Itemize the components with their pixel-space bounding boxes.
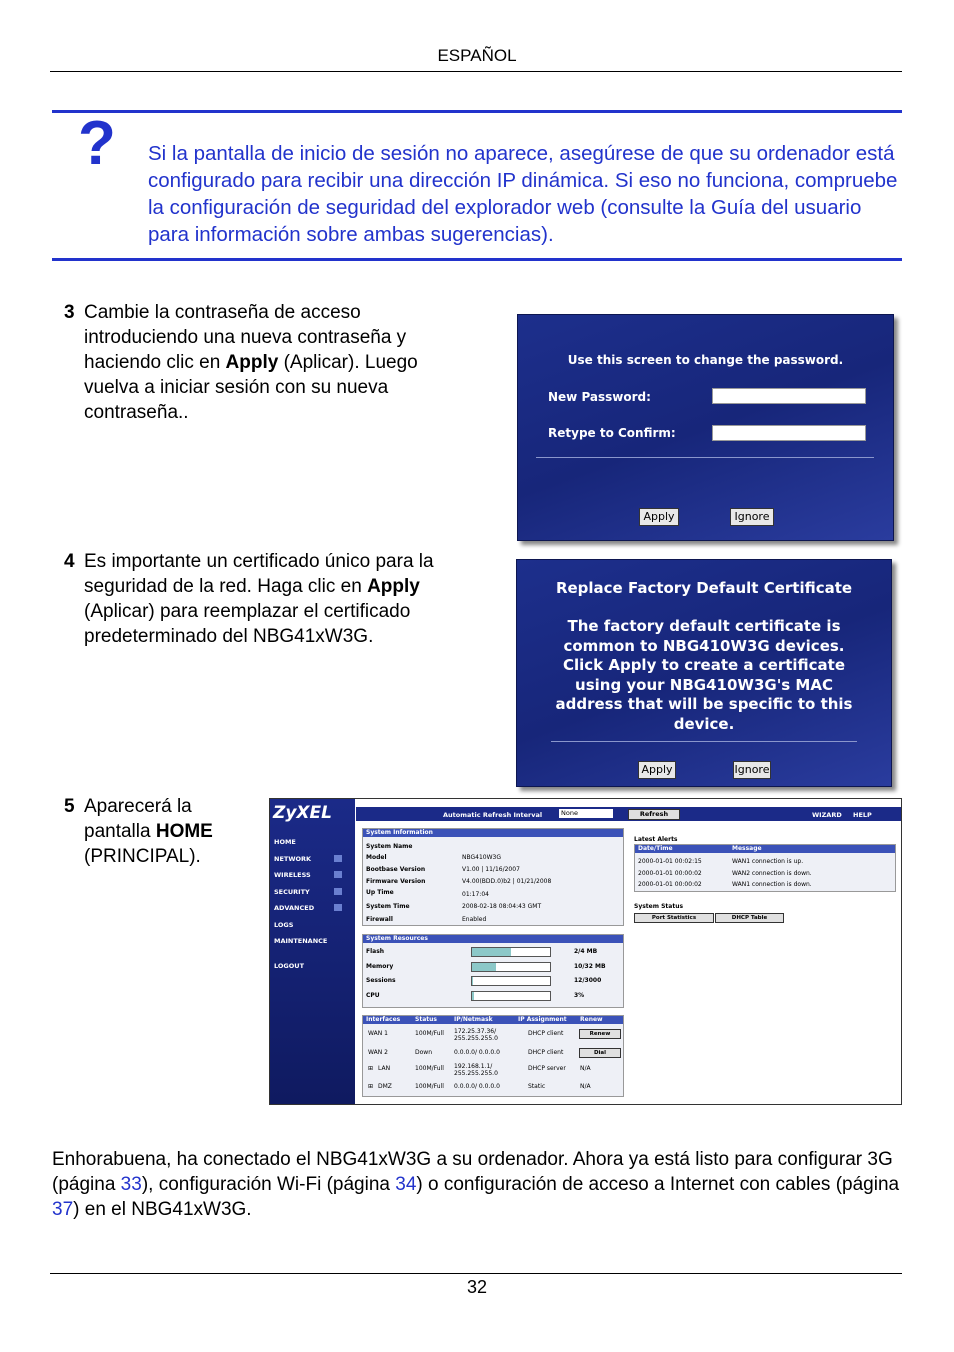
note-bottom-rule (52, 258, 902, 261)
renew-button[interactable]: Renew (579, 1029, 621, 1039)
info-label: Up Time (366, 889, 394, 896)
info-label: Firewall (366, 916, 393, 923)
info-value: V1.00 | 11/16/2007 (462, 866, 520, 873)
resource-bar (471, 962, 551, 972)
resource-value: 2/4 MB (574, 948, 598, 955)
step-line: pantalla HOME (84, 821, 213, 842)
alert-message: WAN1 connection is down. (732, 881, 812, 888)
page-link-37[interactable]: 37 (52, 1199, 74, 1220)
interface-ip: 192.168.1.1/ 255.255.255.0 (454, 1063, 498, 1077)
home-screenshot (269, 798, 902, 1105)
info-value: NBG410W3G (462, 854, 501, 861)
interface-status: 100M/Full (415, 1030, 444, 1037)
nav-advanced[interactable]: ADVANCED (274, 904, 315, 912)
info-label: Firmware Version (366, 878, 426, 885)
expand-icon[interactable] (334, 871, 342, 878)
expand-icon[interactable]: ⊞ (368, 1065, 374, 1072)
interface-status: Down (415, 1049, 433, 1056)
interface-assignment: Static (528, 1083, 546, 1090)
interface-ip: 172.25.37.36/ 255.255.255.0 (454, 1028, 498, 1042)
resource-label: Flash (366, 948, 385, 955)
info-label: System Name (366, 843, 413, 850)
alert-time: 2000-01-01 00:00:02 (638, 870, 702, 877)
apply-button[interactable]: Apply (638, 761, 676, 779)
certificate-screenshot (516, 559, 892, 787)
divider (536, 457, 874, 458)
page-number: 32 (466, 1277, 488, 1297)
resource-label: Memory (366, 963, 394, 970)
alert-time: 2000-01-01 00:02:15 (638, 858, 702, 865)
refresh-button[interactable]: Refresh (628, 809, 680, 820)
resource-label: CPU (366, 992, 380, 999)
interface-assignment: DHCP client (528, 1030, 564, 1037)
interface-assignment: DHCP server (528, 1065, 566, 1072)
interface-status: 100M/Full (415, 1083, 444, 1090)
interface-renew: N/A (580, 1083, 591, 1090)
interface-status: 100M/Full (415, 1065, 444, 1072)
info-value: 2008-02-18 08:04:43 GMT (462, 903, 542, 910)
step-line: (Aplicar) para reemplazar el certificado (84, 601, 411, 622)
latest-alerts-table (634, 844, 896, 892)
alert-message: WAN1 connection is up. (732, 858, 804, 865)
top-bar (356, 807, 901, 821)
step-line: vuelva a iniciar sesión con su nueva (84, 377, 389, 398)
divider (551, 741, 857, 742)
expand-icon[interactable] (334, 888, 342, 895)
apply-button[interactable]: Apply (639, 508, 679, 526)
refresh-select[interactable]: None (559, 809, 613, 818)
resource-label: Sessions (366, 977, 396, 984)
info-label: Model (366, 854, 387, 861)
step-line: predeterminado del NBG41xW3G. (84, 626, 374, 647)
page-link-33[interactable]: 33 (120, 1174, 142, 1195)
step-line: seguridad de la red. Haga clic en Apply (84, 576, 420, 597)
question-mark-icon: ? (78, 109, 116, 178)
interface-renew: N/A (580, 1065, 591, 1072)
port-statistics-button[interactable]: Port Statistics (634, 913, 714, 923)
zyxel-logo: ZyXEL (273, 803, 332, 823)
resource-bar (471, 976, 551, 986)
info-value: Enabled (462, 916, 487, 923)
info-value: V4.00(BDD.0)b2 | 01/21/2008 (462, 878, 552, 885)
info-label: System Time (366, 903, 410, 910)
resource-bar (471, 991, 551, 1001)
certificate-title: Replace Factory Default Certificate (555, 579, 853, 597)
step-number: 4 (64, 551, 75, 572)
dhcp-table-button[interactable]: DHCP Table (715, 913, 784, 923)
step-line: haciendo clic en Apply (Aplicar). Luego (84, 352, 418, 373)
interface-ip: 0.0.0.0/ 0.0.0.0 (454, 1083, 500, 1090)
step-number: 5 (64, 796, 75, 817)
footer-rule (50, 1273, 902, 1274)
step-line: (PRINCIPAL). (84, 846, 201, 867)
interface-name: DMZ (378, 1083, 392, 1090)
system-status-title: System Status (634, 903, 684, 910)
step-number: 3 (64, 302, 75, 323)
resource-value: 12/3000 (574, 977, 602, 984)
resource-value: 3% (574, 992, 585, 999)
nav-network[interactable]: NETWORK (274, 855, 312, 863)
interface-name: WAN 1 (368, 1030, 388, 1037)
sidebar (270, 799, 355, 1104)
new-password-label: New Password: (548, 390, 651, 404)
ignore-button[interactable]: Ignore (730, 508, 774, 526)
note-text: Si la pantalla de inicio de sesión no aparece, asegúrese de que su ordenador está configurado para recibir una dirección IP dinámica. Si eso no funciona, compruebe la configuración de seguridad del explorador web (consulte la Guía del usuario para información sobre ambas sugerencias). (148, 142, 898, 246)
step-line: contraseña.. (84, 402, 189, 423)
expand-icon[interactable] (334, 855, 342, 862)
note-top-rule (52, 110, 902, 113)
resource-value: 10/32 MB (574, 963, 606, 970)
info-value: 01:17:04 (462, 891, 489, 898)
resource-bar (471, 947, 551, 957)
nav-security[interactable]: SECURITY (274, 888, 310, 896)
alert-message: WAN2 connection is down. (732, 870, 812, 877)
nav-logout[interactable]: LOGOUT (274, 962, 305, 970)
step-line: Aparecerá la (84, 796, 192, 817)
interfaces-panel (362, 1015, 624, 1097)
system-information-panel (362, 828, 624, 926)
refresh-label: Automatic Refresh Interval (443, 811, 543, 819)
nav-maintenance[interactable]: MAINTENANCE (274, 937, 328, 945)
page-link-34[interactable]: 34 (395, 1174, 417, 1195)
expand-icon[interactable]: ⊞ (368, 1083, 374, 1090)
alert-time: 2000-01-01 00:00:02 (638, 881, 702, 888)
step-line: Cambie la contraseña de acceso (84, 302, 361, 323)
dial-button[interactable]: Dial (579, 1048, 621, 1058)
retype-password-input[interactable] (712, 425, 866, 441)
certificate-body: The factory default certificate is common to NBG410W3G devices. Click Apply to create a certificate using your NBG410W3G's MAC address that will be specific to this device. (555, 617, 853, 733)
panel-title: System Resources (363, 935, 623, 943)
interface-name: LAN (378, 1065, 391, 1072)
interfaces-header: Interfaces Status IP/Netmask IP Assignment Renew (363, 1016, 623, 1024)
latest-alerts-title: Latest Alerts (634, 836, 678, 843)
password-title: Use this screen to change the password. (567, 353, 844, 367)
info-label: Bootbase Version (366, 866, 426, 873)
section-header: ESPAÑOL (437, 46, 517, 65)
nav-wireless[interactable]: WIRELESS (274, 871, 311, 879)
nav-home[interactable]: HOME (274, 838, 296, 846)
wizard-link[interactable]: WIZARD (812, 811, 842, 819)
step-line: introduciendo una nueva contraseña y (84, 327, 407, 348)
header-rule (50, 71, 902, 72)
nav-logs[interactable]: LOGS (274, 921, 294, 929)
expand-icon[interactable] (334, 904, 342, 911)
step-line: Es importante un certificado único para la (84, 551, 434, 572)
help-link[interactable]: HELP (853, 811, 872, 819)
interface-name: WAN 2 (368, 1049, 388, 1056)
retype-password-label: Retype to Confirm: (548, 426, 676, 440)
system-resources-panel (362, 934, 624, 1008)
new-password-input[interactable] (712, 388, 866, 404)
closing-paragraph: Enhorabuena, ha conectado el NBG41xW3G a su ordenador. Ahora ya está listo para configurar 3G (página 33), configuración Wi-Fi (página 34) o configuración de acceso a Internet con cables (página 37) en el NBG41xW3G. (52, 1149, 900, 1220)
panel-title: System Information (363, 829, 623, 837)
ignore-button[interactable]: Ignore (733, 761, 771, 779)
alerts-header: Date/Time Message (635, 845, 895, 853)
interface-ip: 0.0.0.0/ 0.0.0.0 (454, 1049, 500, 1056)
interface-assignment: DHCP client (528, 1049, 564, 1056)
password-screenshot (517, 314, 894, 541)
